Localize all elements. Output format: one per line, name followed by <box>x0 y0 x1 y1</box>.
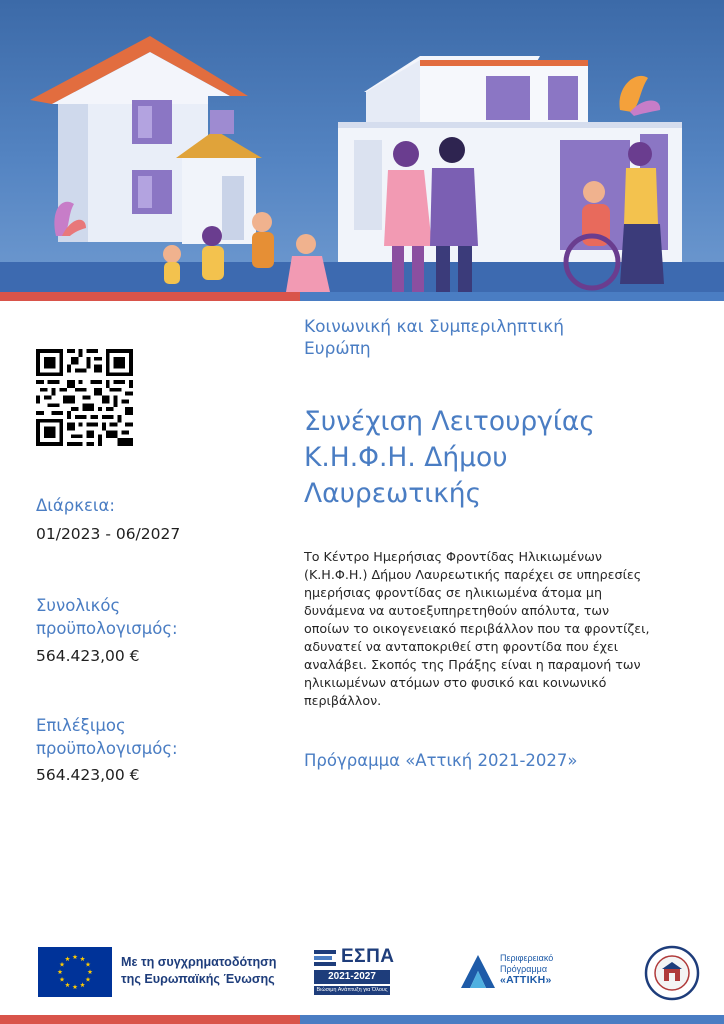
description-line: Το Κέντρο Ημερήσιας Φροντίδας Ηλικιωμένων <box>304 549 602 564</box>
total-budget-value: 564.423,00 € <box>36 647 140 665</box>
description-line: περιβάλλον. <box>304 693 382 708</box>
bottom-color-stripe <box>0 1015 724 1024</box>
project-description <box>304 548 676 710</box>
description-line: δυνάμενα να αυτοεξυπηρετηθούν απόλυτα, των <box>304 603 610 618</box>
stripe-red <box>0 1015 300 1024</box>
stripe-blue <box>300 292 724 301</box>
attiki-line2: Πρόγραμμα <box>500 964 548 974</box>
duration-value: 01/2023 - 06/2027 <box>36 525 181 543</box>
espa-tagline: Βιώσιμη Ανάπτυξη για Όλους <box>314 986 390 995</box>
project-title <box>304 404 694 512</box>
programme-priority-line2: Ευρώπη <box>304 339 371 359</box>
stripe-blue <box>300 1015 724 1024</box>
duration-label: Διάρκεια: <box>36 496 115 515</box>
qr-code-icon[interactable] <box>36 349 133 446</box>
top-color-stripe <box>0 292 724 301</box>
programme-priority <box>304 316 684 360</box>
description-line: ημερήσιας φροντίδας σε ηλικιωμένα άτομα μη <box>304 585 602 600</box>
eligible-budget-value: 564.423,00 € <box>36 766 140 784</box>
total-budget-label-line1: Συνολικός <box>36 596 121 615</box>
espa-years: 2021-2027 <box>314 970 390 984</box>
total-budget-label-line2: προϋπολογισμός: <box>36 619 178 638</box>
project-title-line3: Λαυρεωτικής <box>304 478 482 509</box>
eu-cofunding-text <box>121 954 276 988</box>
funding-logos-footer <box>0 940 724 1004</box>
houses-and-people-illustration <box>0 0 724 292</box>
eu-text-line2: της Ευρωπαϊκής Ένωσης <box>121 972 275 986</box>
description-line: οποίων το οικογενειακό περιβάλλον που τα φροντίζει, <box>304 621 650 636</box>
attiki-line1: Περιφερειακό <box>500 953 554 963</box>
description-line: (Κ.Η.Φ.Η.) Δήμου Λαυρεωτικής παρέχει σε υπηρεσίες <box>304 567 642 582</box>
programme-priority-line1: Κοινωνική και Συμπεριληπτική <box>304 317 565 337</box>
espa-wordmark: ΕΣΠΑ <box>341 946 395 967</box>
municipality-seal-icon <box>644 945 700 1001</box>
eligible-budget-label-line1: Επιλέξιμος <box>36 716 126 735</box>
attiki-program-text <box>500 953 553 986</box>
program-name: Πρόγραμμα «Αττική 2021-2027» <box>304 751 578 770</box>
hero-illustration <box>0 0 724 292</box>
project-title-line2: Κ.Η.Φ.Η. Δήμου <box>304 442 508 473</box>
description-line: αναλάβει. Σκοπός της Πράξης είναι η παραμονή των <box>304 657 641 672</box>
attiki-line3: «ΑΤΤΙΚΗ» <box>500 974 552 986</box>
eu-flag-icon <box>38 947 112 997</box>
eu-text-line1: Με τη συγχρηματοδότηση <box>121 955 277 969</box>
stripe-red <box>0 292 300 301</box>
description-line: ηλικιωμένων ατόμων στο φυσικό και κοινωνικό <box>304 675 607 690</box>
eligible-budget-label-line2: προϋπολογισμός: <box>36 739 178 758</box>
attiki-program-logo-icon <box>458 952 498 992</box>
description-line: αδυνατεί να ανταποκριθεί στη φροντίδα που έχει <box>304 639 619 654</box>
project-title-line1: Συνέχιση Λειτουργίας <box>304 406 595 437</box>
